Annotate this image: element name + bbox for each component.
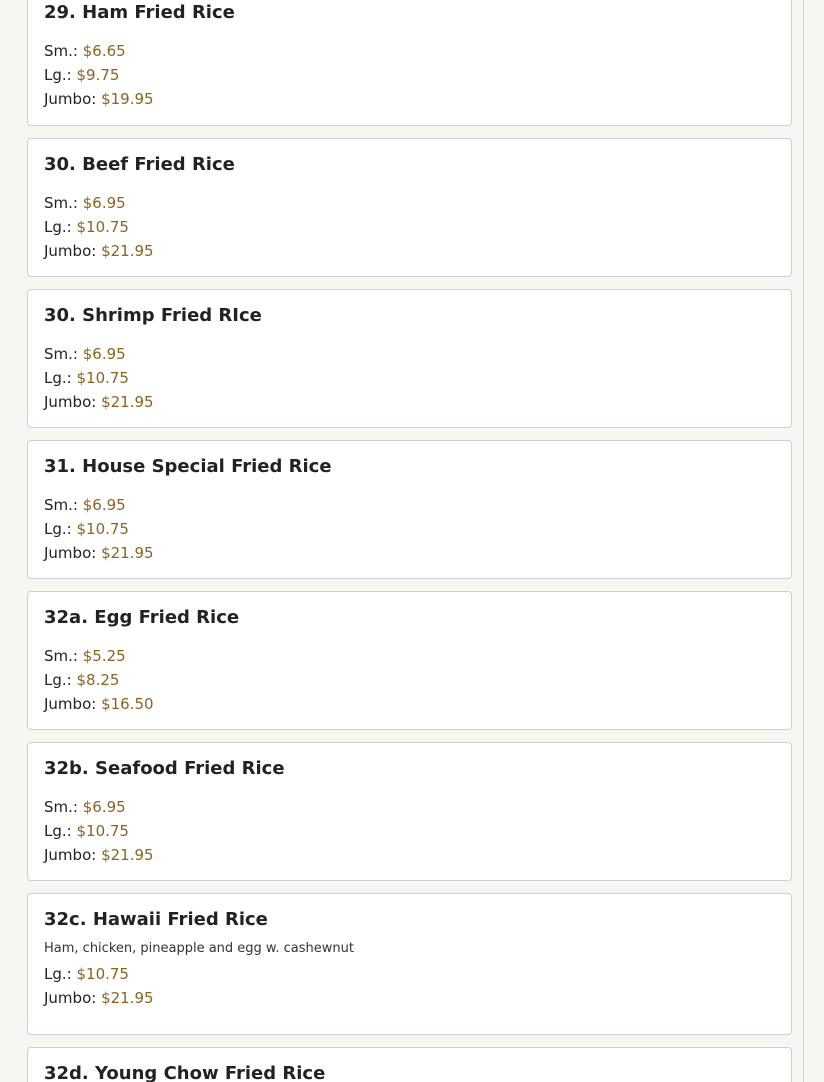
price-value: $21.95 bbox=[101, 989, 154, 1007]
price-row-large bbox=[44, 962, 775, 986]
price-row-jumbo bbox=[44, 986, 775, 1010]
price-value: $21.95 bbox=[101, 544, 154, 562]
price-label: Lg.: bbox=[44, 66, 72, 84]
price-label: Jumbo: bbox=[44, 90, 97, 108]
price-row-large bbox=[44, 517, 775, 541]
menu-item-title: 29. Ham Fried Rice bbox=[44, 2, 235, 23]
price-row-jumbo bbox=[44, 843, 775, 867]
price-value: $8.25 bbox=[76, 671, 120, 689]
menu-item-card[interactable] bbox=[27, 742, 792, 881]
price-label: Sm.: bbox=[44, 647, 78, 665]
price-row-large bbox=[44, 819, 775, 843]
menu-item-description: Ham, chicken, pineapple and egg w. cashewnut bbox=[44, 941, 354, 956]
menu-item-list bbox=[27, 0, 792, 1082]
price-value: $19.95 bbox=[101, 90, 154, 108]
price-row-small bbox=[44, 493, 775, 517]
price-value: $6.95 bbox=[82, 496, 126, 514]
price-label: Lg.: bbox=[44, 965, 72, 983]
price-value: $16.50 bbox=[101, 695, 154, 713]
menu-item-title: 30. Shrimp Fried RIce bbox=[44, 305, 262, 326]
price-value: $10.75 bbox=[76, 218, 129, 236]
menu-item-title: 32a. Egg Fried Rice bbox=[44, 607, 240, 628]
price-row-jumbo bbox=[44, 390, 775, 414]
price-label: Jumbo: bbox=[44, 695, 97, 713]
price-value: $10.75 bbox=[76, 965, 129, 983]
price-label: Sm.: bbox=[44, 798, 78, 816]
menu-item-card[interactable] bbox=[27, 138, 792, 277]
price-row-jumbo bbox=[44, 87, 775, 111]
price-value: $6.95 bbox=[82, 798, 126, 816]
price-label: Jumbo: bbox=[44, 989, 97, 1007]
price-label: Lg.: bbox=[44, 218, 72, 236]
menu-item-title: 32c. Hawaii Fried Rice bbox=[44, 909, 268, 930]
price-label: Lg.: bbox=[44, 822, 72, 840]
menu-item-card[interactable] bbox=[27, 893, 792, 1035]
price-label: Jumbo: bbox=[44, 846, 97, 864]
price-label: Sm.: bbox=[44, 42, 78, 60]
price-label: Lg.: bbox=[44, 671, 72, 689]
price-label: Lg.: bbox=[44, 520, 72, 538]
price-label: Jumbo: bbox=[44, 242, 97, 260]
price-label: Lg.: bbox=[44, 369, 72, 387]
price-row-small bbox=[44, 795, 775, 819]
price-value: $6.95 bbox=[82, 345, 126, 363]
menu-item-title: 32b. Seafood Fried Rice bbox=[44, 758, 285, 779]
price-label: Sm.: bbox=[44, 345, 78, 363]
price-row-jumbo bbox=[44, 541, 775, 565]
menu-item-card[interactable] bbox=[27, 591, 792, 730]
menu-item-card[interactable] bbox=[27, 0, 792, 126]
menu-item-card[interactable] bbox=[27, 440, 792, 579]
menu-item-card[interactable] bbox=[27, 1047, 792, 1082]
price-value: $5.25 bbox=[82, 647, 126, 665]
price-row-small bbox=[44, 39, 775, 63]
price-value: $6.65 bbox=[82, 42, 126, 60]
price-row-large bbox=[44, 63, 775, 87]
price-row-large bbox=[44, 366, 775, 390]
price-value: $21.95 bbox=[101, 846, 154, 864]
price-row-large bbox=[44, 668, 775, 692]
price-value: $9.75 bbox=[76, 66, 120, 84]
price-row-small bbox=[44, 191, 775, 215]
price-label: Sm.: bbox=[44, 194, 78, 212]
price-row-small bbox=[44, 644, 775, 668]
price-value: $6.95 bbox=[82, 194, 126, 212]
price-row-jumbo bbox=[44, 239, 775, 263]
menu-item-title: 30. Beef Fried Rice bbox=[44, 154, 235, 175]
price-value: $10.75 bbox=[76, 822, 129, 840]
price-value: $10.75 bbox=[76, 520, 129, 538]
price-label: Sm.: bbox=[44, 496, 78, 514]
price-row-jumbo bbox=[44, 692, 775, 716]
price-row-large bbox=[44, 215, 775, 239]
price-value: $21.95 bbox=[101, 393, 154, 411]
price-value: $21.95 bbox=[101, 242, 154, 260]
price-label: Jumbo: bbox=[44, 544, 97, 562]
price-value: $10.75 bbox=[76, 369, 129, 387]
price-label: Jumbo: bbox=[44, 393, 97, 411]
price-row-small bbox=[44, 342, 775, 366]
menu-item-title: 31. House Special Fried Rice bbox=[44, 456, 332, 477]
menu-item-card[interactable] bbox=[27, 289, 792, 428]
menu-item-title: 32d. Young Chow Fried Rice bbox=[44, 1063, 326, 1082]
